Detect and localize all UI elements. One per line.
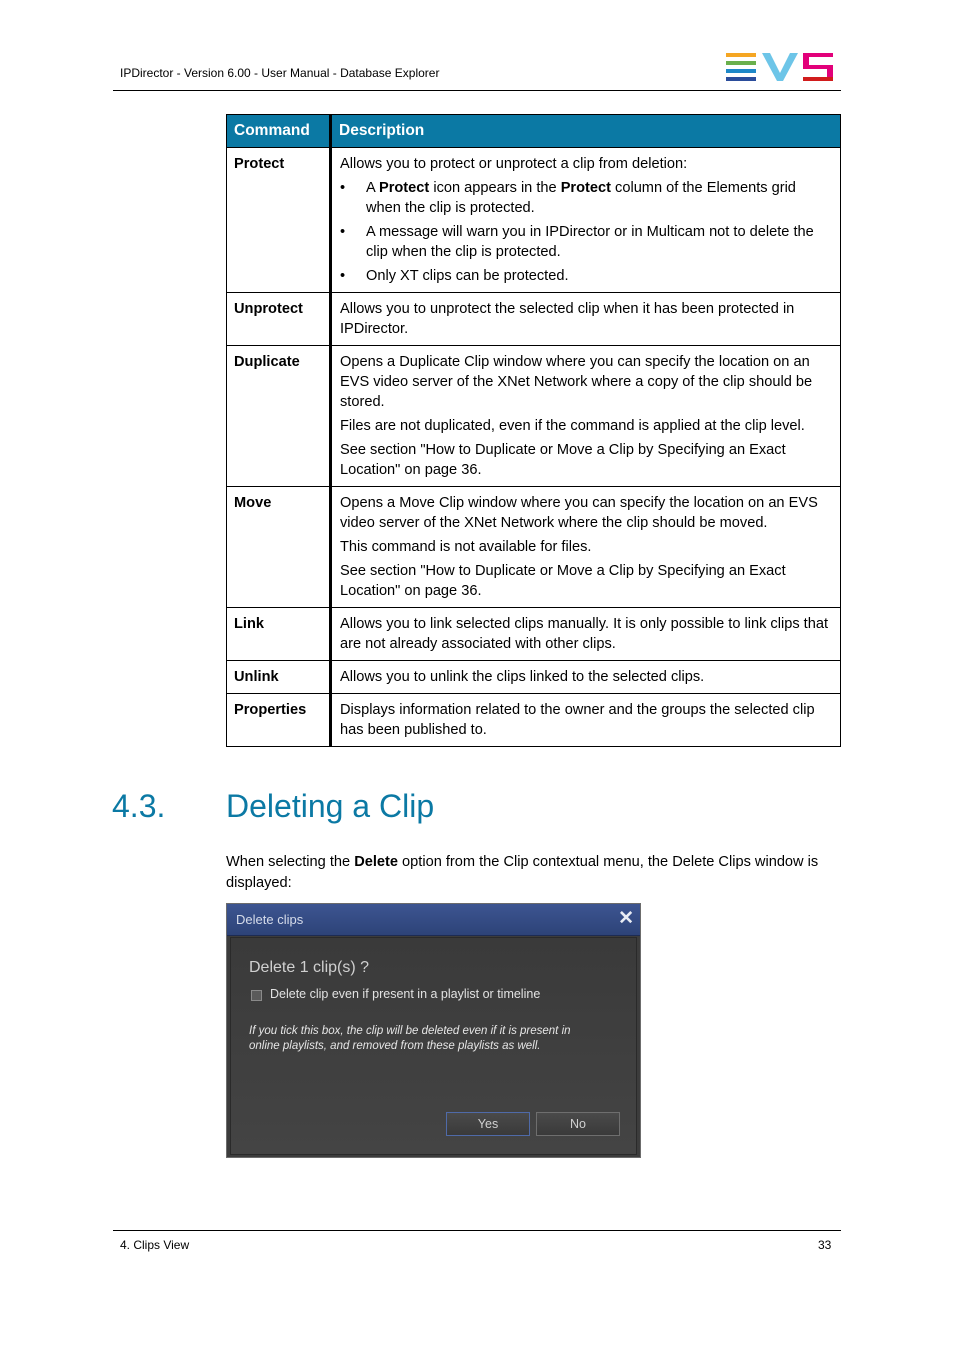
table-row bbox=[227, 608, 841, 661]
table-row bbox=[227, 487, 841, 608]
intro-text-after: option from the Clip contextual menu, the Delete Clips window is displayed: bbox=[226, 854, 819, 891]
command-description bbox=[331, 487, 841, 608]
command-description bbox=[331, 293, 841, 346]
close-icon[interactable]: ✕ bbox=[618, 908, 634, 929]
intro-text-bold: Delete bbox=[354, 854, 398, 870]
command-name: Unlink bbox=[227, 661, 331, 694]
command-description bbox=[331, 608, 841, 661]
description-paragraph: Allows you to unlink the clips linked to the selected clips. bbox=[340, 669, 705, 685]
intro-text-before: When selecting the bbox=[226, 854, 355, 870]
dialog-title: Delete clips bbox=[236, 912, 304, 927]
header-rule bbox=[113, 90, 841, 91]
table-row bbox=[227, 694, 841, 747]
command-description bbox=[331, 661, 841, 694]
delete-clips-dialog bbox=[226, 903, 641, 1158]
command-name: Unprotect bbox=[227, 293, 331, 346]
description-paragraph: See section "How to Duplicate or Move a Clip by Specifying an Exact Location" on page 36. bbox=[340, 442, 786, 478]
list-item: • Only XT clips can be protected. bbox=[340, 266, 832, 286]
table-row bbox=[227, 346, 841, 487]
description-paragraph: Opens a Move Clip window where you can specify the location on an EVS video server of the XNet Network where the clip should be moved. bbox=[340, 495, 818, 531]
yes-button[interactable]: Yes bbox=[446, 1112, 530, 1136]
command-name: Duplicate bbox=[227, 346, 331, 487]
description-paragraph: Displays information related to the owner and the groups the selected clip has been published to. bbox=[340, 702, 815, 738]
command-name: Move bbox=[227, 487, 331, 608]
running-header: IPDirector - Version 6.00 - User Manual - Database Explorer bbox=[120, 66, 440, 80]
footer-chapter: 4. Clips View bbox=[120, 1238, 190, 1252]
evs-logo bbox=[726, 53, 834, 81]
bullet-list bbox=[340, 178, 832, 286]
section-title: Deleting a Clip bbox=[226, 788, 435, 824]
description-intro: Allows you to protect or unprotect a clip from deletion: bbox=[340, 156, 688, 172]
evs-logo-s bbox=[803, 53, 833, 81]
checkbox-note: If you tick this box, the clip will be deleted even if it is present in online playlists, and removed from these playlists as well. bbox=[249, 1025, 571, 1052]
footer-rule bbox=[113, 1230, 841, 1231]
column-header-description: Description bbox=[331, 115, 841, 148]
table-row bbox=[227, 293, 841, 346]
command-name: Properties bbox=[227, 694, 331, 747]
intro-paragraph bbox=[226, 852, 846, 894]
delete-question: Delete 1 clip(s) ? bbox=[249, 959, 370, 976]
description-paragraph: Opens a Duplicate Clip window where you can specify the location on an EVS video server of the XNet Network where a copy of the clip should be stored. bbox=[340, 354, 813, 410]
command-description bbox=[331, 148, 841, 293]
list-item: • A message will warn you in IPDirector or in Multicam not to delete the clip when the clip is protected. bbox=[340, 222, 832, 262]
table-header-row bbox=[227, 115, 841, 148]
table-row bbox=[227, 661, 841, 694]
command-description bbox=[331, 346, 841, 487]
column-header-command: Command bbox=[227, 115, 331, 148]
evs-logo-v bbox=[762, 53, 798, 81]
no-button[interactable]: No bbox=[536, 1112, 620, 1136]
command-name: Link bbox=[227, 608, 331, 661]
checkbox-label[interactable]: Delete clip even if present in a playlist or timeline bbox=[270, 987, 541, 1001]
description-paragraph: See section "How to Duplicate or Move a Clip by Specifying an Exact Location" on page 36. bbox=[340, 563, 786, 599]
dialog-title-bar bbox=[227, 904, 640, 936]
bold-term: Protect bbox=[560, 180, 611, 196]
delete-even-if-present-checkbox[interactable] bbox=[251, 990, 262, 1001]
list-item: • A Protect icon appears in the Protect column of the Elements grid when the clip is protected. bbox=[340, 178, 832, 218]
command-table bbox=[226, 114, 841, 747]
evs-logo-e bbox=[726, 53, 756, 81]
bold-term: Protect bbox=[378, 180, 430, 196]
table-row bbox=[227, 148, 841, 293]
command-name: Protect bbox=[227, 148, 331, 293]
description-paragraph: Files are not duplicated, even if the command is applied at the clip level. bbox=[340, 418, 805, 434]
description-paragraph: Allows you to link selected clips manually. It is only possible to link clips that are not already associated with other clips. bbox=[340, 616, 829, 652]
description-paragraph: Allows you to unprotect the selected clip when it has been protected in IPDirector. bbox=[340, 301, 795, 337]
description-paragraph: This command is not available for files. bbox=[340, 539, 592, 555]
page-number: 33 bbox=[818, 1238, 832, 1252]
section-number: 4.3. bbox=[112, 788, 166, 824]
command-description bbox=[331, 694, 841, 747]
dialog-body bbox=[230, 937, 637, 1155]
